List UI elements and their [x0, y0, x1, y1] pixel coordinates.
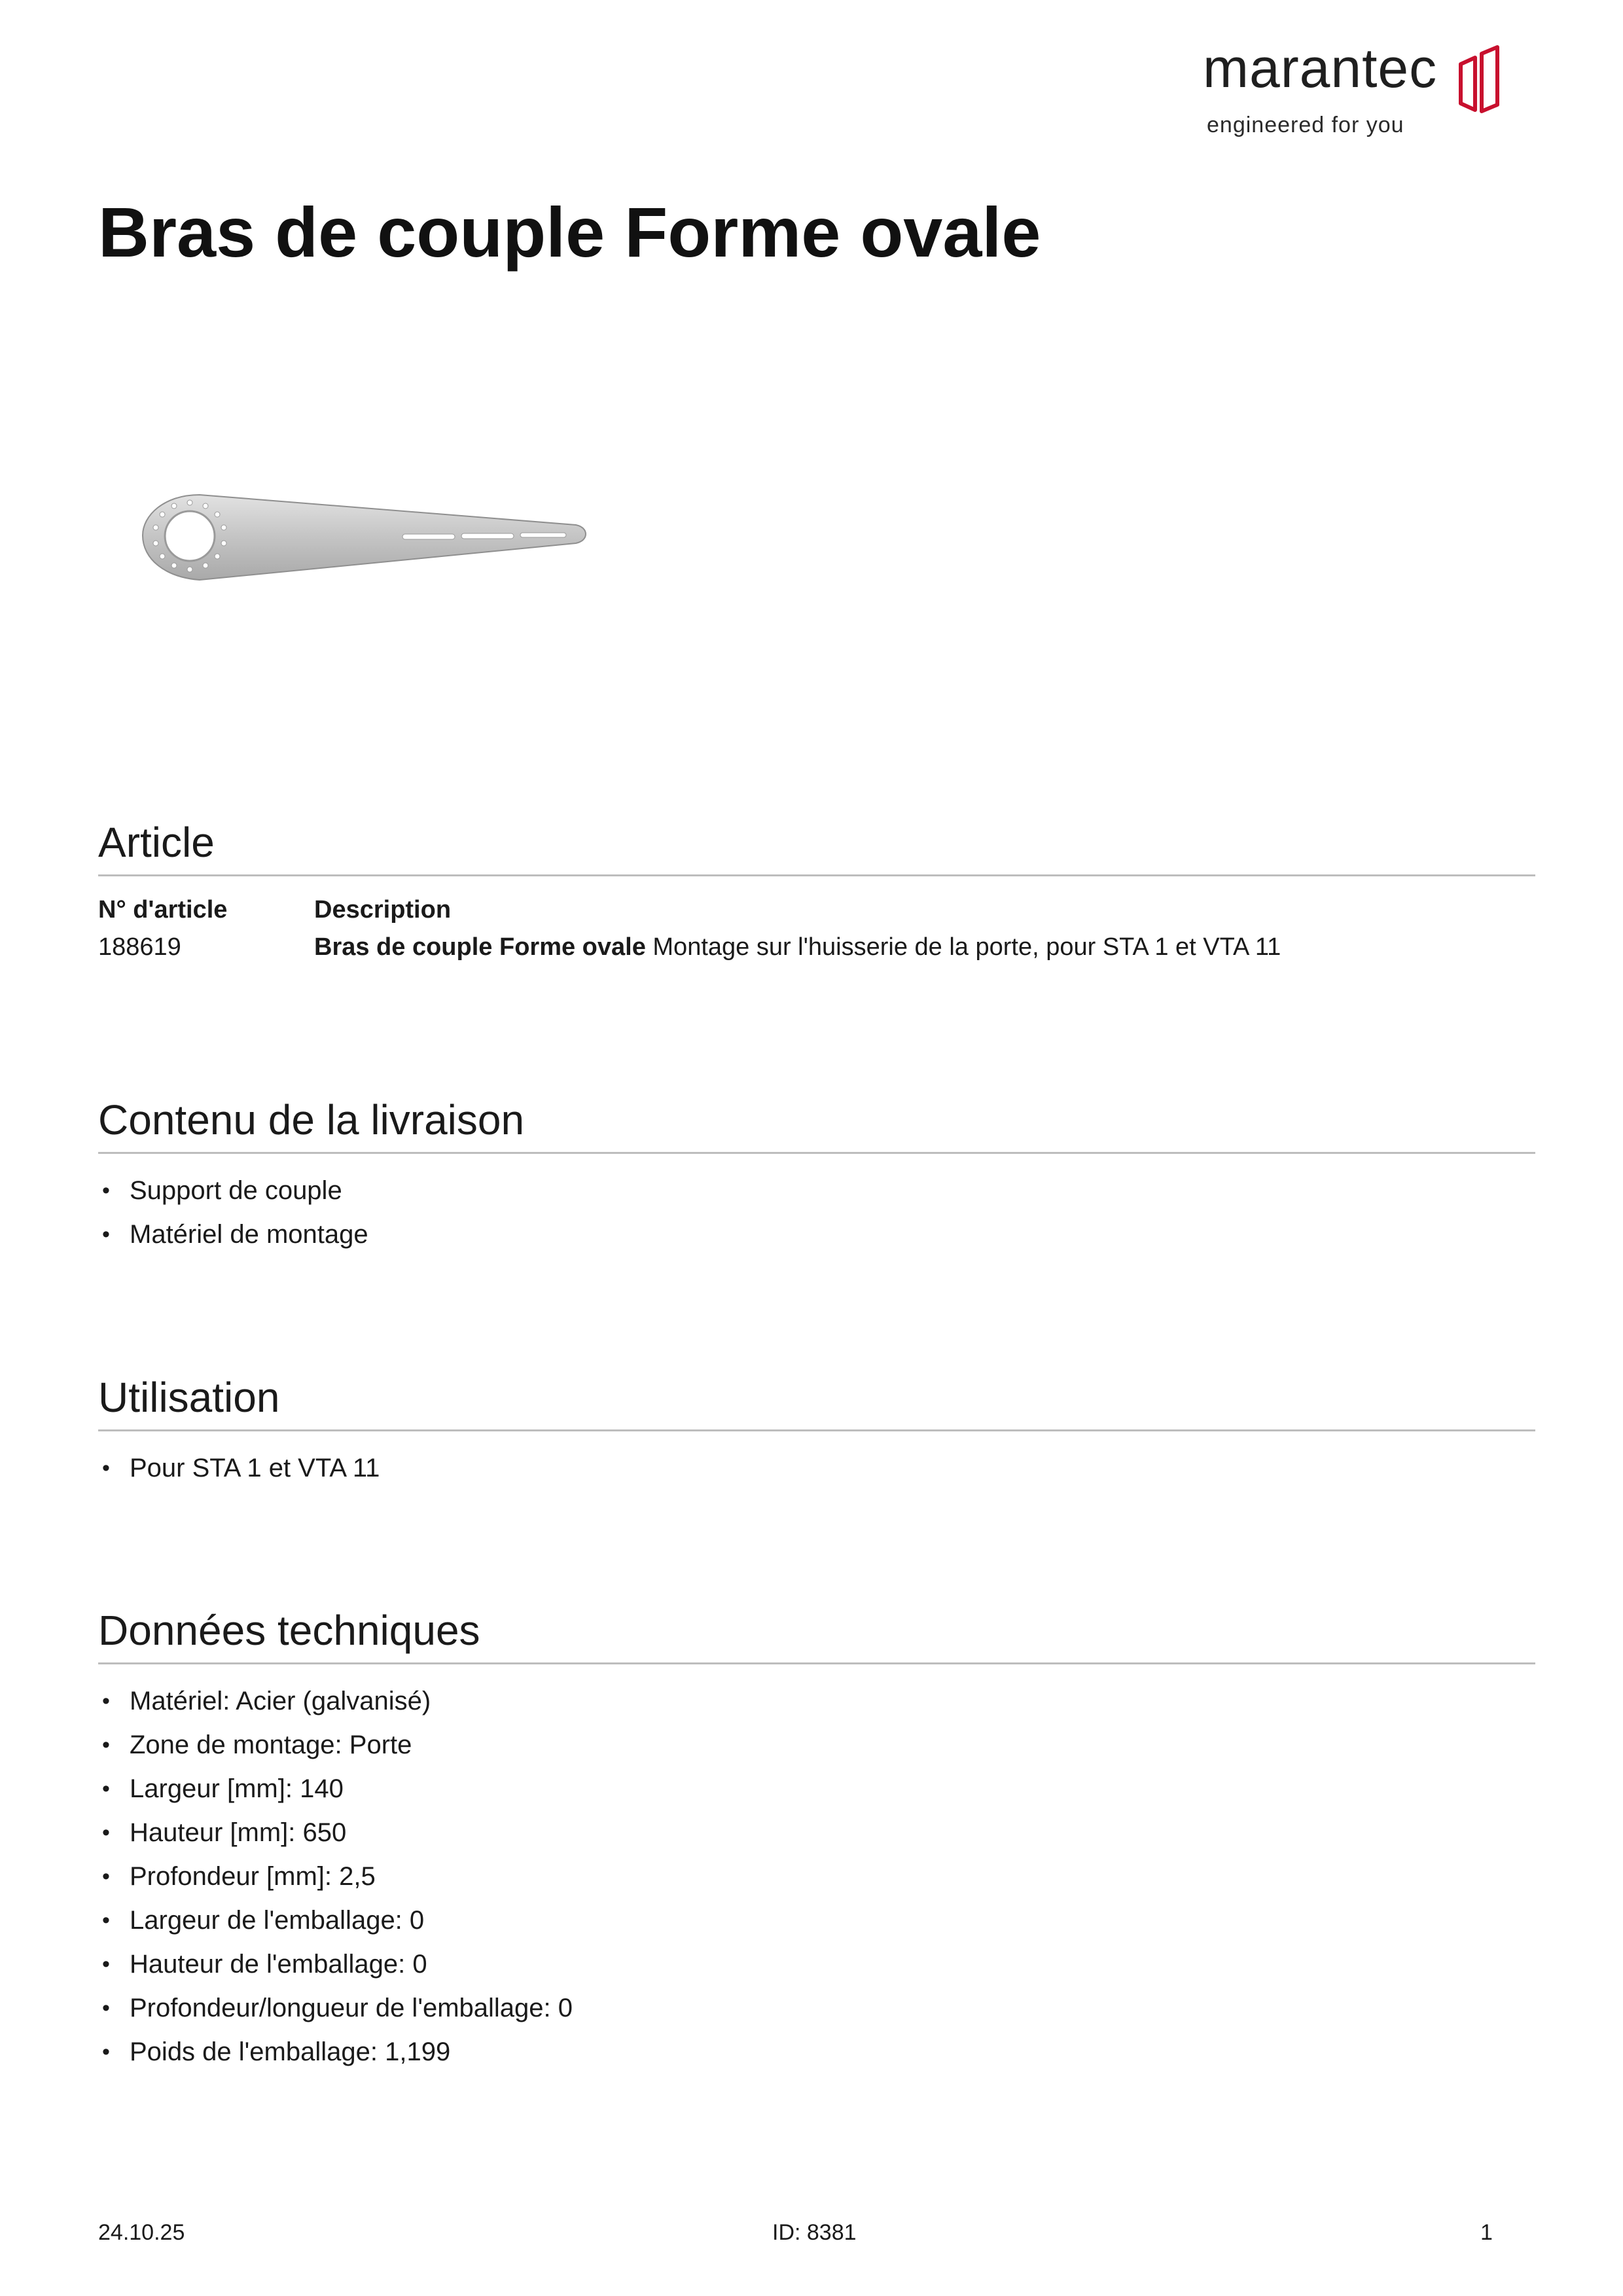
list-item: • Zone de montage: Porte — [98, 1723, 573, 1767]
section-heading-article: Article — [98, 819, 1535, 876]
list-item: • Poids de l'emballage: 1,199 — [98, 2030, 573, 2074]
list-item: • Largeur [mm]: 140 — [98, 1767, 573, 1811]
footer-id: ID: 8381 — [772, 2220, 857, 2245]
article-description-name: Bras de couple Forme ovale — [314, 933, 646, 961]
list-item: • Pour STA 1 et VTA 11 — [98, 1446, 380, 1490]
section-heading-usage: Utilisation — [98, 1374, 1535, 1431]
list-item: • Matériel: Acier (galvanisé) — [98, 1679, 573, 1723]
article-description — [314, 929, 1281, 966]
list-item: • Profondeur/longueur de l'emballage: 0 — [98, 1986, 573, 2030]
article-table — [98, 891, 1281, 966]
brand-name: marantec — [1203, 37, 1438, 99]
marantec-door-logo-icon — [1455, 45, 1503, 117]
brand-tagline: engineered for you — [1207, 113, 1404, 137]
page-title: Bras de couple Forme ovale — [98, 192, 1041, 272]
column-header-description: Description — [314, 896, 452, 924]
torque-arm-image — [137, 475, 589, 600]
column-header-article-number: N° d'article — [98, 896, 228, 924]
table-row — [98, 929, 1281, 966]
article-number: 188619 — [98, 933, 181, 961]
list-item: • Hauteur de l'emballage: 0 — [98, 1943, 573, 1986]
article-description-text: Montage sur l'huisserie de la porte, pour STA 1 et VTA 11 — [645, 933, 1281, 961]
technical-data-list — [98, 1679, 573, 2074]
article-table-header — [98, 891, 1281, 929]
list-item: • Profondeur [mm]: 2,5 — [98, 1855, 573, 1899]
list-item: • Hauteur [mm]: 650 — [98, 1811, 573, 1855]
footer-page-number: 1 — [1480, 2220, 1493, 2245]
brand-logo — [1203, 37, 1504, 145]
section-heading-technical-data: Données techniques — [98, 1607, 1535, 1664]
delivery-list — [98, 1169, 368, 1257]
footer-date: 24.10.25 — [98, 2220, 185, 2245]
section-heading-delivery: Contenu de la livraison — [98, 1097, 1535, 1154]
usage-list — [98, 1446, 380, 1490]
list-item: • Support de couple — [98, 1169, 368, 1213]
list-item: • Matériel de montage — [98, 1213, 368, 1257]
list-item: • Largeur de l'emballage: 0 — [98, 1899, 573, 1943]
